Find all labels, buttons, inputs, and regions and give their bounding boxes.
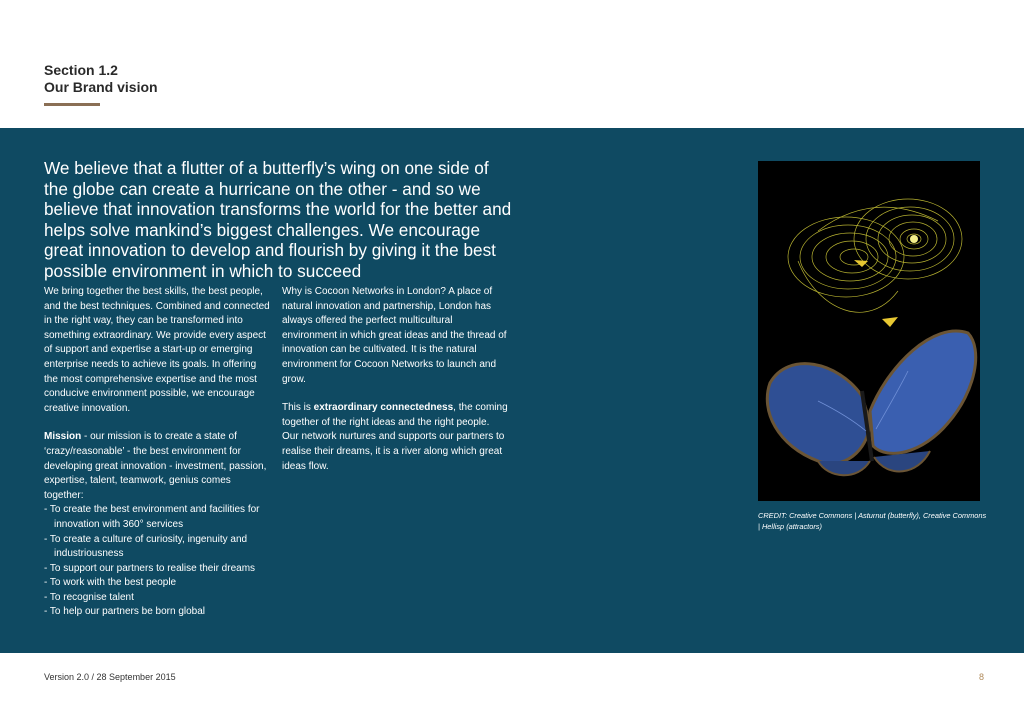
attractor-butterfly-illustration xyxy=(758,161,980,501)
mission-label: Mission xyxy=(44,431,82,443)
image-credit: CREDIT: Creative Commons | Asturnut (butterfly), Creative Commons | Hellisp (attractors) xyxy=(758,511,987,531)
attractor-marker xyxy=(882,317,898,327)
section-number: Section 1.2 xyxy=(44,62,118,78)
connectedness-prefix: This is xyxy=(282,402,314,414)
connectedness-highlight: extraordinary connectedness xyxy=(313,402,454,414)
connectedness-suffix: , the coming together of the right ideas and the right people. Our network nurtures and supports our partners to realise their dreams, it is a river along which great ideas flow. xyxy=(282,402,508,472)
butterfly-attractor-image xyxy=(758,161,980,501)
middle-column xyxy=(282,285,508,488)
attractor-marker xyxy=(854,260,868,267)
mission-text: - our mission is to create a state of ‘crazy/reasonable’ - the best environment for developing great innovation - investment, passion, expertise, talent, teamwork, genius comes together: xyxy=(44,431,267,501)
intro-paragraph: We bring together the best skills, the best people, and the best techniques. Combined and connected in the right way, they can be transformed into something extraordinary. We provide every aspect of support and expertise a start-up or emerging enterprise needs to achieve its goals. In offering the most comprehensive expertise and the most conducive environment possible, we encourage creative innovation. xyxy=(44,286,270,414)
lorenz-attractor xyxy=(788,199,962,312)
mission-item: - To create a culture of curiosity, ingenuity and industriousness xyxy=(44,533,248,560)
headline: We believe that a flutter of a butterfly’s wing on one side of the globe can create a hurricane on the other - and so we believe that innovation transforms the world for the better and helps solve mankind’s biggest challenges. We encourage great innovation to develop and flourish by giving it the best possible environment in which to succeed xyxy=(44,158,512,281)
brand-vision-panel xyxy=(0,128,1024,653)
section-title: Our Brand vision xyxy=(44,79,158,95)
mission-list xyxy=(44,503,272,620)
section-header xyxy=(44,62,158,106)
left-column xyxy=(44,285,272,620)
attractor-center xyxy=(910,235,918,243)
version-footer: Version 2.0 / 28 September 2015 xyxy=(44,672,176,682)
mission-item: - To recognise talent xyxy=(44,591,134,603)
mission-item: - To create the best environment and facilities for innovation with 360° services xyxy=(44,504,260,530)
page-number: 8 xyxy=(978,672,984,682)
mission-item: - To support our partners to realise their dreams xyxy=(44,562,256,574)
mission-item: - To work with the best people xyxy=(44,577,177,589)
why-london-paragraph: Why is Cocoon Networks in London? A place of natural innovation and partnership, London has always offered the perfect multicultural environment in which great ideas and the thread of innovation can be cultivated. It is the natural environment for Cocoon Networks to launch and grow. xyxy=(282,286,507,385)
mission-paragraph xyxy=(44,430,272,503)
mission-item: - To help our partners be born global xyxy=(44,606,206,618)
title-underline xyxy=(44,103,100,106)
connectedness-paragraph xyxy=(282,401,508,474)
morpho-butterfly xyxy=(767,331,975,475)
